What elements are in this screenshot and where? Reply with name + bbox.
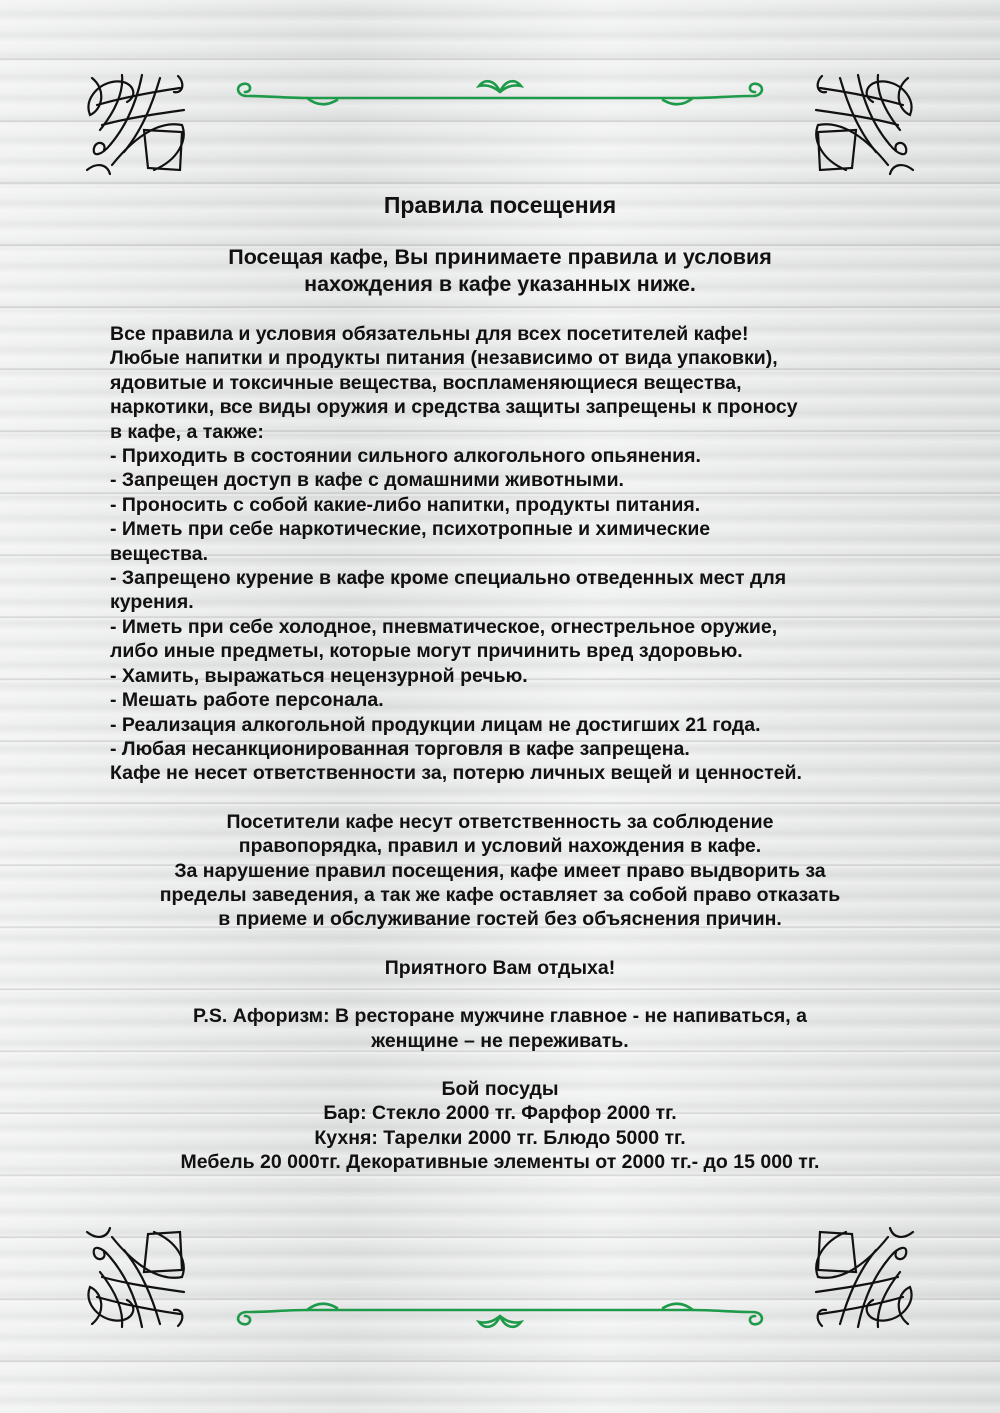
responsibility-line: пределы заведения, а так же кафе оставляет за собой право отказать: [159, 883, 841, 906]
rules-line: в кафе, а также:: [110, 420, 264, 443]
rules-line: - Мешать работе персонала.: [110, 689, 384, 712]
corner-flourish-top-right-icon: [808, 70, 918, 180]
breakage-section: [110, 1077, 890, 1175]
greeting-section: [110, 956, 890, 980]
breakage-line: Мебель 20 000тг. Декоративные элементы от 2000 тг.- до 15 000 тг.: [180, 1151, 820, 1174]
greeting-text: Приятного Вам отдыха!: [384, 956, 616, 979]
rules-line: Любые напитки и продукты питания (независимо от вида упаковки),: [110, 347, 778, 370]
page-subtitle: [110, 244, 890, 298]
ps-line: P.S. Афоризм: В ресторане мужчине главное - не напиваться, а: [193, 1005, 807, 1028]
responsibility-section: [110, 810, 890, 932]
subtitle-line: нахождения в кафе указанных ниже.: [304, 272, 696, 296]
responsibility-line: За нарушение правил посещения, кафе имеет право выдворить за: [174, 859, 826, 882]
breakage-line: Бар: Стекло 2000 тг. Фарфор 2000 тг.: [323, 1102, 677, 1125]
corner-flourish-top-left-icon: [82, 70, 192, 180]
rules-line: курения.: [110, 591, 194, 614]
rules-line: - Запрещен доступ в кафе с домашними животными.: [110, 469, 624, 492]
rules-line: ядовитые и токсичные вещества, воспламеняющиеся вещества,: [110, 371, 742, 394]
corner-flourish-bottom-left-icon: [82, 1222, 192, 1332]
rules-line: - Любая несанкционированная торговля в кафе запрещена.: [110, 737, 690, 760]
subtitle-line: Посещая кафе, Вы принимаете правила и условия: [228, 245, 772, 269]
breakage-heading: Бой посуды: [441, 1077, 559, 1100]
rules-line: - Приходить в состоянии сильного алкогольного опьянения.: [110, 445, 701, 468]
rules-line: - Хамить, выражаться нецензурной речью.: [110, 664, 528, 687]
rules-line: - Иметь при себе холодное, пневматическое, огнестрельное оружие,: [110, 615, 778, 638]
rules-line: - Иметь при себе наркотические, психотропные и химические: [110, 518, 711, 541]
ps-line: женщине – не переживать.: [371, 1029, 629, 1052]
corner-flourish-bottom-right-icon: [808, 1222, 918, 1332]
rules-line: - Запрещено курение в кафе кроме специально отведенных мест для: [110, 567, 787, 590]
divider-flourish-bottom-icon: [227, 1292, 773, 1336]
rules-line: - Реализация алкогольной продукции лицам не достигших 21 года.: [110, 713, 761, 736]
rules-line: Все правила и условия обязательны для всех посетителей кафе!: [110, 323, 749, 345]
responsibility-line: в приеме и обслуживание гостей без объяснения причин.: [218, 908, 782, 931]
breakage-line: Кухня: Тарелки 2000 тг. Блюдо 5000 тг.: [314, 1126, 686, 1149]
rules-line: либо иные предметы, которые могут причинить вред здоровью.: [110, 640, 743, 663]
responsibility-line: Посетители кафе несут ответственность за соблюдение: [226, 810, 774, 833]
rules-line: вещества.: [110, 542, 209, 565]
rules-line: наркотики, все виды оружия и средства защиты запрещены к проносу: [110, 396, 798, 419]
document-body: [110, 190, 890, 1175]
rules-section: [110, 322, 890, 786]
divider-flourish-top-icon: [227, 72, 773, 116]
rules-line: - Проносить с собой какие-либо напитки, продукты питания.: [110, 493, 701, 516]
rules-line: Кафе не несет ответственности за, потерю личных вещей и ценностей.: [110, 762, 802, 785]
ps-section: [110, 1004, 890, 1053]
page-title: Правила посещения: [383, 192, 617, 218]
responsibility-line: правопорядка, правил и условий нахождения в кафе.: [238, 835, 762, 858]
